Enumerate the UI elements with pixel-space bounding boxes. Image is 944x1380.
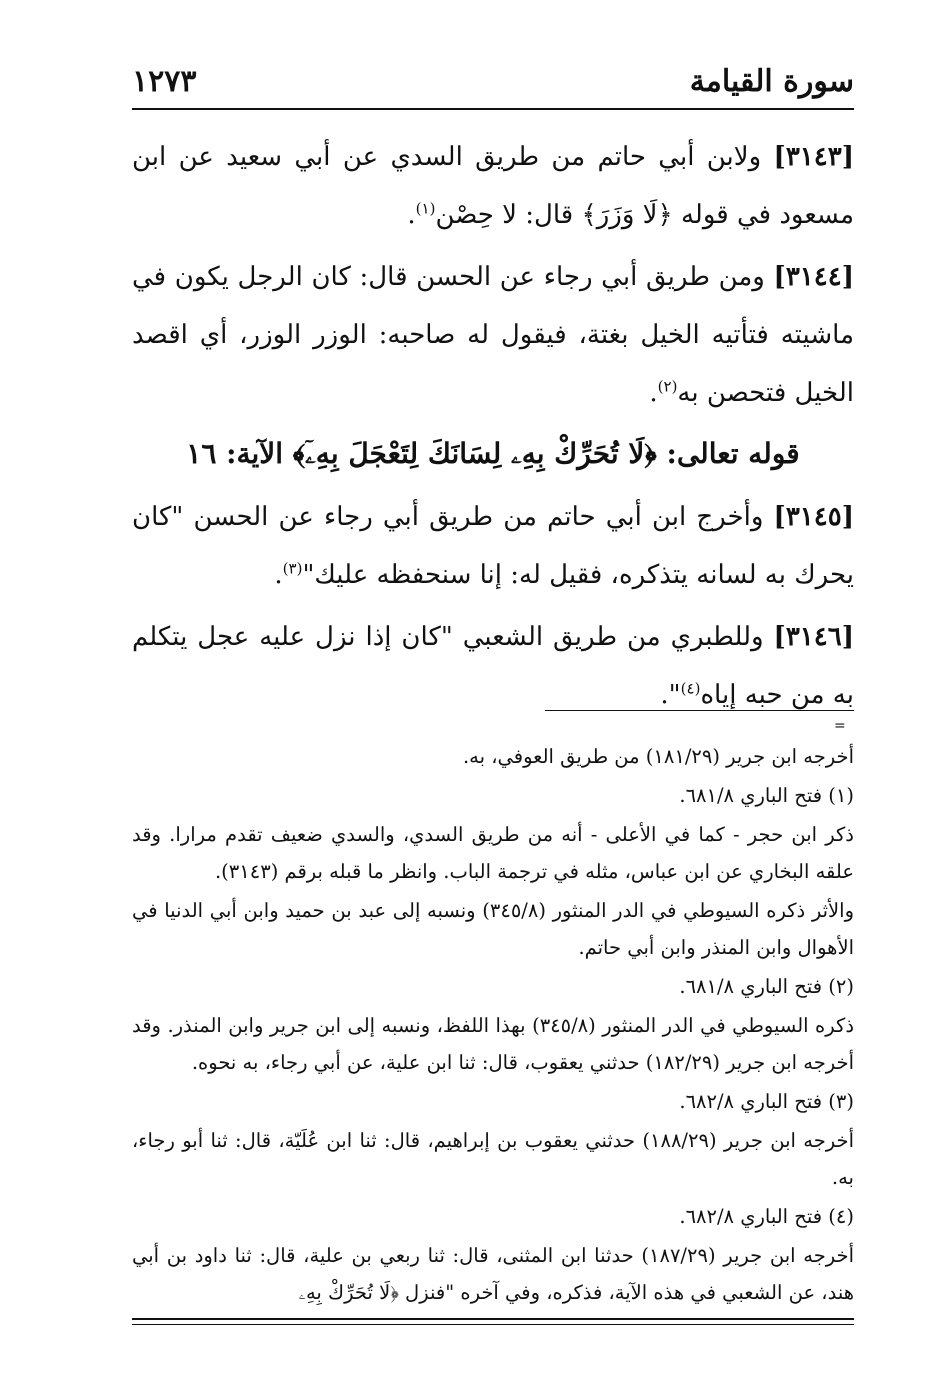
entry-3144 [132,248,854,422]
footnote-ref[interactable]: (٢) [657,377,678,396]
entry-end: . [649,378,658,408]
bottom-divider [132,1318,854,1320]
footnote-ref[interactable]: (٤) [680,679,701,698]
footnote-2-text: ذكره السيوطي في الدر المنثور (٣٤٥/٨) بهذا اللفظ، ونسبه إلى ابن جرير وابن المنذر. وقد أخرجه ابن جرير (١٨٢/٢٩) حدثني يعقوب، قال: ثنا ابن علية، عن أبي رجاء، به نحوه. [132,1014,854,1074]
header-divider [132,108,854,110]
entry-number: [٣١٤٦] [773,622,855,652]
entry-number: [٣١٤٥] [773,502,855,532]
entry-3146 [132,608,854,724]
footnote-4-text: أخرجه ابن جرير (١٨٧/٢٩) حدثنا ابن المثنى، قال: ثنا ربعي بن علية، قال: ثنا داود بن أبي هند، عن الشعبي في هذه الآية، فذكره، وفي آخره "فنزل ﴿لَا تُحَرِّكْ بِهِۦ [132,1244,854,1304]
entry-3145 [132,488,854,604]
footnote-divider [545,710,854,711]
entry-3143 [132,128,854,244]
footnote-1-label: (١) فتح الباري ٦٨١/٨. [679,784,854,807]
entry-text: وللطبري من طريق الشعبي "كان إذا نزل عليه عجل يتكلم به من حبه إياه [132,622,854,710]
footnote-2-label: (٢) فتح الباري ٦٨١/٨. [679,975,854,998]
entry-text: ومن طريق أبي رجاء عن الحسن قال: كان الرجل يكون في ماشيته فتأتيه الخيل بغتة، فيقول له صاحبه: الوزر الوزر، أي اقصد الخيل فتحصن به [132,262,854,408]
main-text [132,128,854,728]
footnotes [132,738,854,1313]
footnote-4-label: (٤) فتح الباري ٦٨٢/٨. [679,1205,854,1228]
footnote-3-text: أخرجه ابن جرير (١٨٨/٢٩) حدثني يعقوب بن إبراهيم، قال: ثنا ابن عُلَيّة، قال: ثنا أبو رجاء، به. [132,1129,854,1189]
entry-text: ولابن أبي حاتم من طريق السدي عن أبي سعيد عن ابن مسعود في قوله ﴿لَا وَزَرَ﴾ قال: لا حِصْن [132,142,854,230]
continuation-mark: = [834,718,846,734]
footnote-3-label: (٣) فتح الباري ٦٨٢/٨. [679,1090,854,1113]
footnote-ref[interactable]: (٣) [282,559,303,578]
page-header [132,62,854,108]
entry-number: [٣١٤٣] [773,142,854,172]
surah-title: سورة القيامة [689,64,854,99]
verse-heading: قوله تعالى: ﴿لَا تُحَرِّكْ بِهِۦ لِسَانَكَ لِتَعْجَلَ بِهِۦٓ﴾ الآية: ١٦ [186,437,800,470]
entry-text: وأخرج ابن أبي حاتم من طريق أبي رجاء عن الحسن "كان يحرك به لسانه يتذكره، فقيل له: إنا سنحفظه عليك" [132,502,854,590]
entry-end: . [274,560,283,590]
footnote-ref[interactable]: (١) [415,199,436,218]
entry-end: ". [660,680,681,710]
bottom-divider-thin [132,1324,854,1325]
footnote-1-text: ذكر ابن حجر - كما في الأعلى - أنه من طريق السدي، والسدي ضعيف تقدم مرارا. وقد علقه البخاري عن ابن عباس، مثله في ترجمة الباب. وانظر ما قبله برقم (٣١٤٣). [132,823,854,883]
page-number: ١٢٧٣ [132,64,197,99]
entry-end: . [407,200,416,230]
footnote-intro: أخرجه ابن جرير (١٨١/٢٩) من طريق العوفي، به. [462,745,854,768]
entry-number: [٣١٤٤] [773,262,855,292]
footnote-1-text: والأثر ذكره السيوطي في الدر المنثور (٣٤٥/٨) ونسبه إلى عبد بن حميد وابن أبي الدنيا في الأهوال وابن المنذر وابن أبي حاتم. [132,899,855,959]
